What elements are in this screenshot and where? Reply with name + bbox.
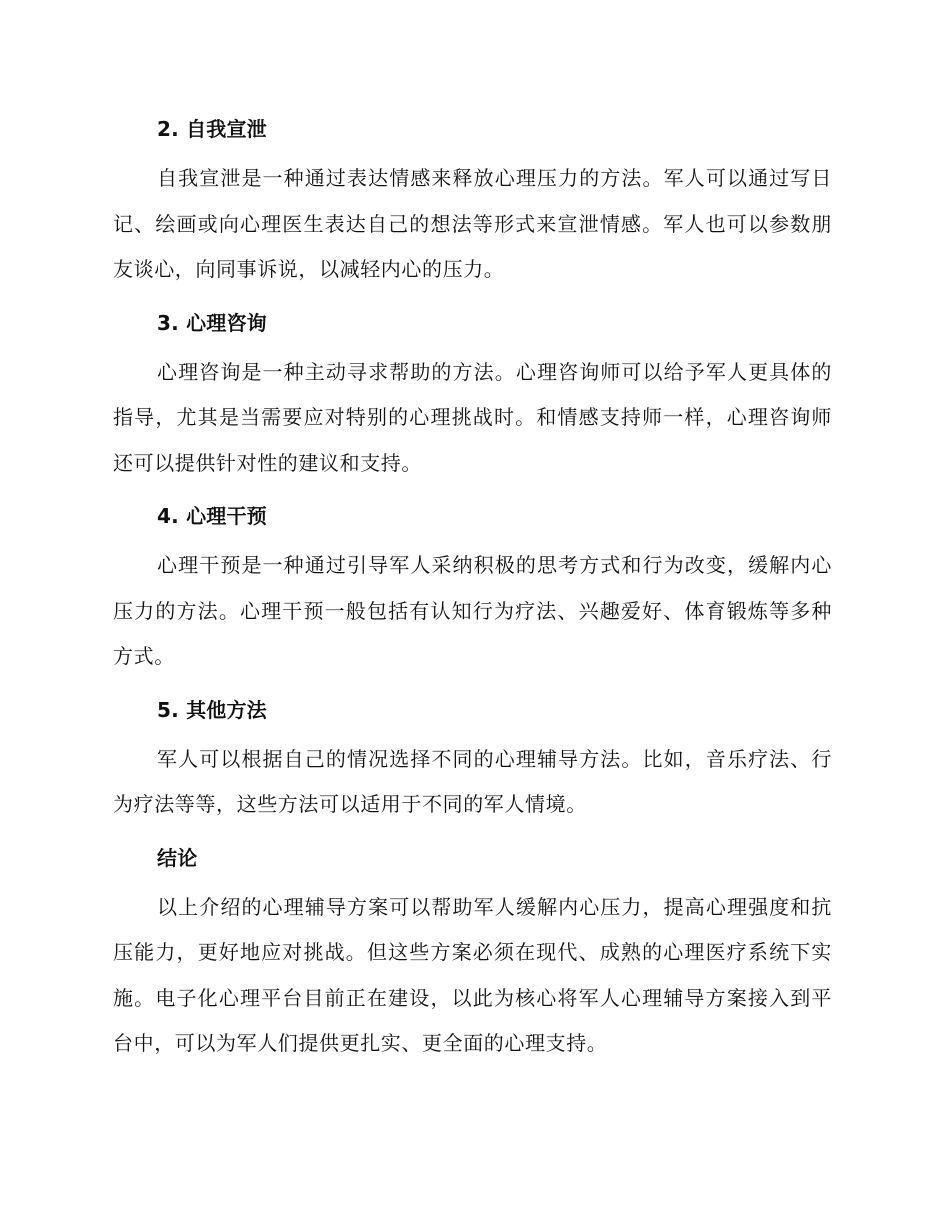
- section-self-venting: [113, 112, 832, 293]
- section-paragraph: 军人可以根据自己的情况选择不同的心理辅导方法。比如，音乐疗法、行为疗法等等，这些方法可以适用于不同的军人情境。: [113, 746, 832, 816]
- section-counseling: [113, 306, 832, 487]
- section-paragraph: 以上介绍的心理辅导方案可以帮助军人缓解内心压力，提高心理强度和抗压能力，更好地应对挑战。但这些方案必须在现代、成熟的心理医疗系统下实施。电子化心理平台目前正在建设，以此为核心将军人心理辅导方案接入到平台中，可以为军人们提供更扎实、更全面的心理支持。: [113, 894, 832, 1055]
- section-heading: 4. 心理干预: [157, 504, 267, 528]
- section-intervention: [113, 499, 832, 680]
- section-paragraph: 心理咨询是一种主动寻求帮助的方法。心理咨询师可以给予军人更具体的指导，尤其是当需要应对特别的心理挑战时。和情感支持师一样，心理咨询师还可以提供针对性的建议和支持。: [113, 359, 832, 475]
- section-heading: 结论: [157, 845, 198, 870]
- section-other-methods: [113, 693, 832, 828]
- section-heading: 2. 自我宣泄: [157, 117, 267, 141]
- section-heading: 5. 其他方法: [157, 697, 267, 722]
- section-heading: 3. 心理咨询: [157, 310, 267, 335]
- section-conclusion: [113, 841, 832, 1067]
- section-paragraph: 心理干预是一种通过引导军人采纳积极的思考方式和行为改变，缓解内心压力的方法。心理干预一般包括有认知行为疗法、兴趣爱好、体育锻炼等多种方式。: [113, 553, 832, 668]
- section-paragraph: 自我宣泄是一种通过表达情感来释放心理压力的方法。军人可以通过写日记、绘画或向心理医生表达自己的想法等形式来宣泄情感。军人也可以参数朋友谈心，向同事诉说，以减轻内心的压力。: [113, 166, 832, 281]
